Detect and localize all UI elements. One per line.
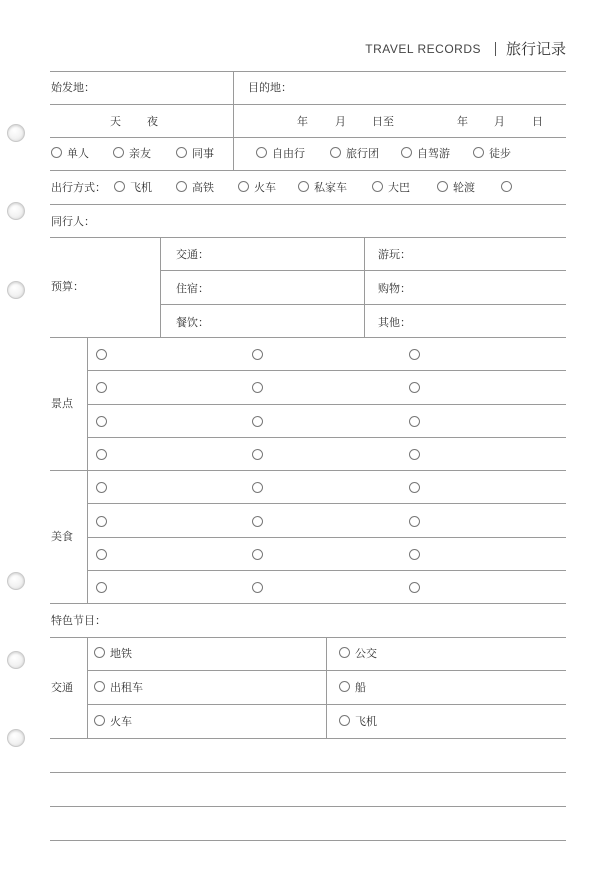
rule-line [50, 204, 566, 205]
end-year-label: 年 [457, 115, 468, 128]
rule-line [160, 270, 566, 271]
rule-line [160, 304, 566, 305]
radio-circle-icon [437, 181, 448, 192]
column-divider [160, 237, 161, 337]
checklist-circle-icon[interactable] [252, 416, 263, 427]
option-other[interactable] [501, 181, 517, 195]
checklist-circle-icon[interactable] [252, 582, 263, 593]
festival-label: 特色节目： [51, 614, 106, 627]
option-bus[interactable]: 大巴 [372, 181, 410, 195]
radio-circle-icon [339, 647, 350, 658]
budget-food-label: 餐饮： [176, 316, 209, 329]
checklist-circle-icon[interactable] [96, 349, 107, 360]
budget-fun-label: 游玩： [378, 248, 411, 261]
checklist-circle-icon[interactable] [96, 582, 107, 593]
days-label: 天 [110, 115, 121, 128]
destination-label: 目的地： [248, 81, 292, 94]
checklist-circle-icon[interactable] [252, 516, 263, 527]
radio-circle-icon [330, 147, 341, 158]
rule-line [50, 806, 566, 807]
radio-circle-icon [501, 181, 512, 192]
column-divider [87, 337, 88, 603]
radio-circle-icon [339, 715, 350, 726]
rule-line [50, 470, 566, 471]
radio-circle-icon [114, 181, 125, 192]
checklist-circle-icon[interactable] [409, 549, 420, 560]
radio-circle-icon [176, 147, 187, 158]
rule-line [87, 570, 566, 571]
checklist-circle-icon[interactable] [96, 449, 107, 460]
option-plane[interactable]: 飞机 [114, 181, 152, 195]
option-local-plane[interactable]: 飞机 [339, 715, 377, 729]
column-divider [87, 637, 88, 738]
option-colleagues[interactable]: 同事 [176, 147, 214, 161]
budget-stay-label: 住宿： [176, 282, 209, 295]
radio-circle-icon [94, 681, 105, 692]
checklist-circle-icon[interactable] [96, 516, 107, 527]
radio-circle-icon [113, 147, 124, 158]
sights-label: 景点 [51, 397, 73, 410]
option-solo[interactable]: 单人 [51, 147, 89, 161]
option-ferry[interactable]: 轮渡 [437, 181, 475, 195]
binder-hole [7, 202, 25, 220]
radio-circle-icon [298, 181, 309, 192]
radio-circle-icon [401, 147, 412, 158]
end-month-label: 月 [494, 115, 505, 128]
checklist-circle-icon[interactable] [252, 482, 263, 493]
header-divider [495, 42, 496, 56]
checklist-circle-icon[interactable] [96, 482, 107, 493]
radio-circle-icon [94, 715, 105, 726]
rule-line [50, 71, 566, 72]
budget-label: 预算： [51, 280, 84, 293]
option-high-speed-rail[interactable]: 高铁 [176, 181, 214, 195]
option-subway[interactable]: 地铁 [94, 647, 132, 661]
header-title-cn: 旅行记录 [505, 40, 566, 58]
checklist-circle-icon[interactable] [409, 416, 420, 427]
rule-line [50, 603, 566, 604]
binder-hole [7, 729, 25, 747]
option-family[interactable]: 亲友 [113, 147, 151, 161]
option-independent[interactable]: 自由行 [256, 147, 305, 161]
radio-circle-icon [256, 147, 267, 158]
rule-line [50, 337, 566, 338]
budget-other-label: 其他： [378, 316, 411, 329]
rule-line [50, 840, 566, 841]
rule-line [50, 137, 566, 138]
rule-line [87, 437, 566, 438]
radio-circle-icon [176, 181, 187, 192]
page-header [365, 38, 566, 59]
nights-label: 夜 [147, 115, 158, 128]
binder-hole [7, 281, 25, 299]
checklist-circle-icon[interactable] [409, 516, 420, 527]
rule-line [50, 637, 566, 638]
radio-circle-icon [372, 181, 383, 192]
rule-line [87, 404, 566, 405]
end-day-label: 日 [532, 115, 543, 128]
checklist-circle-icon[interactable] [96, 549, 107, 560]
radio-circle-icon [339, 681, 350, 692]
checklist-circle-icon[interactable] [409, 349, 420, 360]
column-divider [326, 637, 327, 738]
option-private-car[interactable]: 私家车 [298, 181, 347, 195]
start-day-label: 日至 [372, 115, 394, 128]
checklist-circle-icon[interactable] [409, 482, 420, 493]
food-label: 美食 [51, 530, 73, 543]
checklist-circle-icon[interactable] [96, 416, 107, 427]
radio-circle-icon [94, 647, 105, 658]
radio-circle-icon [473, 147, 484, 158]
budget-traffic-label: 交通： [176, 248, 209, 261]
rule-line [50, 170, 566, 171]
checklist-circle-icon[interactable] [96, 382, 107, 393]
transport-label: 交通 [51, 681, 73, 694]
checklist-circle-icon[interactable] [409, 382, 420, 393]
origin-label: 始发地： [51, 81, 95, 94]
option-taxi[interactable]: 出租车 [94, 681, 143, 695]
column-divider [233, 71, 234, 170]
checklist-circle-icon[interactable] [252, 449, 263, 460]
option-self-drive[interactable]: 自驾游 [401, 147, 450, 161]
binder-hole [7, 124, 25, 142]
option-tour-group[interactable]: 旅行团 [330, 147, 379, 161]
rule-line [87, 537, 566, 538]
option-boat[interactable]: 船 [339, 681, 366, 695]
rule-line [87, 503, 566, 504]
option-train[interactable]: 火车 [238, 181, 276, 195]
binder-hole [7, 572, 25, 590]
rule-line [50, 772, 566, 773]
rule-line [50, 104, 566, 105]
option-local-train[interactable]: 火车 [94, 715, 132, 729]
header-title-en: TRAVEL RECORDS [365, 41, 481, 56]
checklist-circle-icon[interactable] [409, 582, 420, 593]
column-divider [364, 237, 365, 337]
budget-shopping-label: 购物： [378, 282, 411, 295]
checklist-circle-icon[interactable] [409, 449, 420, 460]
fellow-travelers-label: 同行人： [51, 215, 95, 228]
rule-line [87, 370, 566, 371]
radio-circle-icon [238, 181, 249, 192]
checklist-circle-icon[interactable] [252, 382, 263, 393]
checklist-circle-icon[interactable] [252, 549, 263, 560]
transport-mode-label: 出行方式： [51, 181, 106, 194]
start-month-label: 月 [335, 115, 346, 128]
binder-hole [7, 651, 25, 669]
option-public-bus[interactable]: 公交 [339, 647, 377, 661]
rule-line [50, 237, 566, 238]
rule-line [50, 738, 566, 739]
option-hiking[interactable]: 徒步 [473, 147, 511, 161]
start-year-label: 年 [297, 115, 308, 128]
radio-circle-icon [51, 147, 62, 158]
checklist-circle-icon[interactable] [252, 349, 263, 360]
